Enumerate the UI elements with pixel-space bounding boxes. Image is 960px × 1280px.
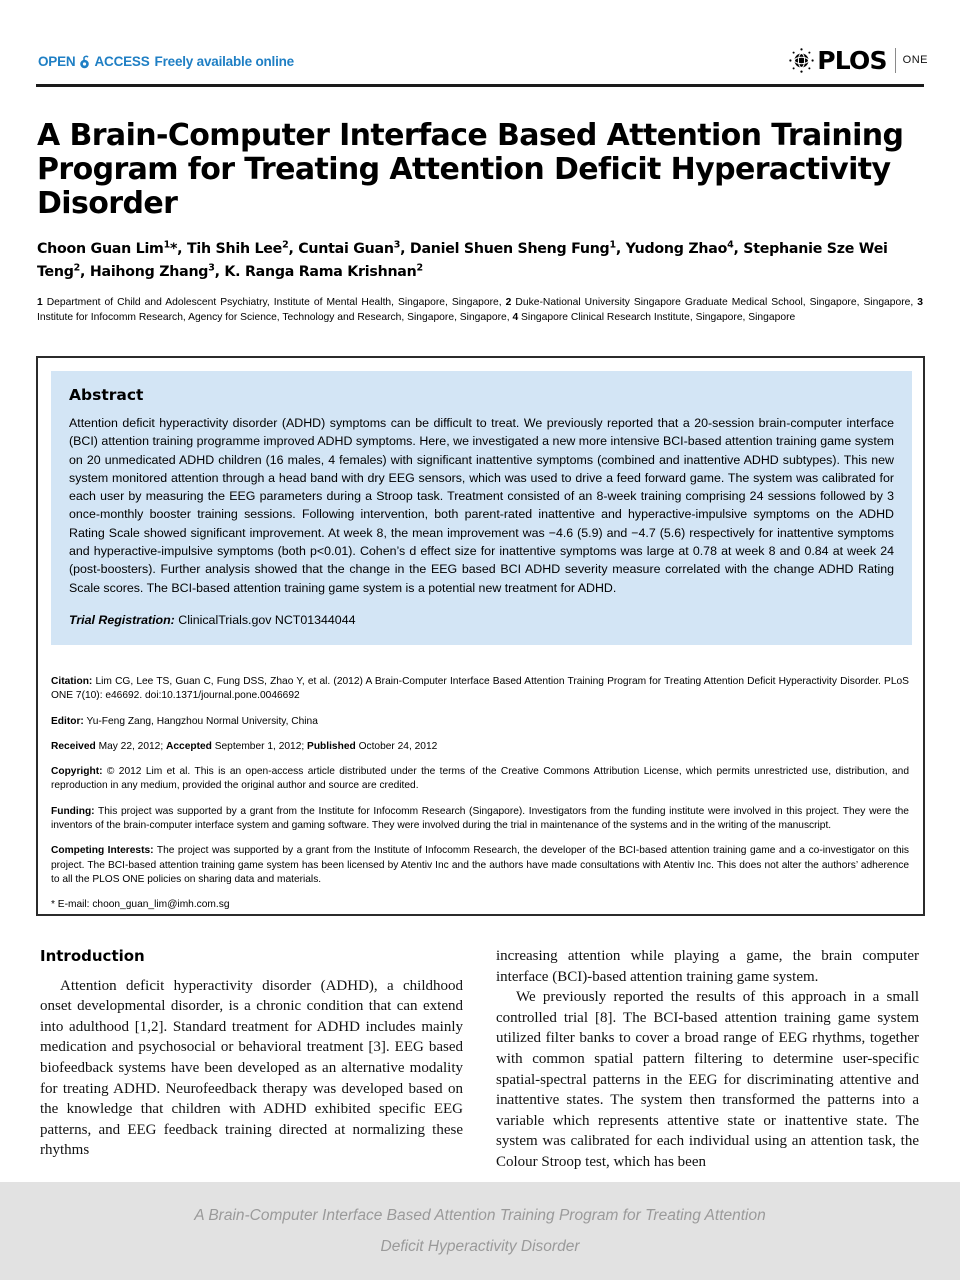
- journal-name: ONE: [902, 54, 928, 66]
- page-footer: [0, 1182, 960, 1280]
- open-lock-icon: [78, 55, 91, 69]
- plos-globe-icon: [788, 47, 815, 74]
- footer-title-line-1: A Brain-Computer Interface Based Attention Training Program for Treating Attention: [194, 1207, 766, 1224]
- corresponding-email[interactable]: * E-mail: choon_guan_lim@imh.com.sg: [51, 899, 230, 911]
- open-access-access-label: ACCESS: [94, 54, 150, 69]
- copyright-line: [51, 765, 909, 794]
- plos-one-logo: [788, 46, 928, 74]
- publisher-name: PLOS: [817, 45, 887, 75]
- trial-registration-label: Trial Registration:: [69, 612, 175, 627]
- published-label: Published: [307, 740, 356, 752]
- funding-line: [51, 805, 909, 834]
- abstract-panel: [51, 371, 912, 645]
- section-heading-introduction: Introduction: [40, 947, 145, 965]
- funding-label: Funding:: [51, 805, 95, 817]
- copyright-label: Copyright:: [51, 766, 103, 778]
- introduction-paragraph-1-continued: increasing attention while playing a game, the brain computer interface (BCI)-based attention training game system.: [496, 948, 919, 985]
- published-date: October 24, 2012: [358, 740, 438, 752]
- competing-interests-line: [51, 844, 909, 887]
- competing-interests-label: Competing Interests:: [51, 845, 154, 857]
- abstract-heading: Abstract: [69, 386, 144, 404]
- editor-line: [51, 715, 909, 729]
- dates-line: [51, 740, 909, 754]
- page-header: [0, 0, 960, 86]
- citation-label: Citation:: [51, 676, 93, 687]
- article-metadata: [51, 675, 909, 924]
- editor-text: Yu-Feng Zang, Hangzhou Normal University, China: [86, 715, 318, 727]
- open-access-open-label: OPEN: [38, 54, 76, 69]
- author-list: Choon Guan Lim$^1$*, Tih Shih Lee$^2$, Cuntai Guan$^3$, Daniel Shuen Sheng Fung$^1$, Yudong Zhao$^4$, Stephanie Sze Wei Teng$^2$, Haihong Zhang$^3$, K. Ranga Rama Krishnan$^2$: [37, 239, 888, 280]
- introduction-column-left: [40, 946, 463, 1161]
- editor-label: Editor:: [51, 715, 84, 727]
- affiliation-list: 1 Department of Child and Adolescent Psychiatry, Institute of Mental Health, Singapore, Singapore, 2 Duke-National University Singapore Graduate Medical School, Singapore, Singapore, 3 Institute for Infocomm Research, Agency for Science, Technology and Research, Singapore, Singapore, 4 Singapore Clinical Research Institute, Singapore, Singapore: [37, 297, 923, 324]
- trial-registration: [69, 611, 894, 629]
- competing-interests-text: The project was supported by a grant from the Institute of Infocomm Research, the developer of the BCI-based attention training game and a co-investigator on this project. The BCI-based attention training game system has been licensed by Atentiv Inc and the authors have made consultations with Atentiv Inc. This does not alter the authors’ adherence to all the PLOS ONE policies on sharing data and materials.: [51, 845, 909, 885]
- article-title: A Brain-Computer Interface Based Attention Training Program for Treating Attention Deficit Hyperactivity Disorder: [37, 118, 904, 222]
- footer-title-line-2: Deficit Hyperactivity Disorder: [380, 1238, 580, 1255]
- introduction-paragraph-1: Attention deficit hyperactivity disorder (ADHD), a childhood onset developmental disorder, is a chronic condition that can extend into adulthood [1,2]. Standard treatment for ADHD includes mainly medication and psychosocial or behavioral treatment [3]. EEG based biofeedback systems have been developed as an alternative modality for treating ADHD. Neurofeedback therapy was developed based on the knowledge that children with ADHD exhibited specific EEG patterns, and EEG feedback training directed at normalizing these rhythms: [40, 977, 463, 1159]
- introduction-column-right: [496, 946, 919, 1173]
- open-access-badge: [38, 54, 294, 69]
- funding-text: This project was supported by a grant from the Institute for Infocomm Research (Singapore). Investigators from the funding institute were involved in this project. They were the inventors of the brain-computer interface system and gaming software. They were involved during the trial in maintenance of the systems and in the writing of the manuscript.: [51, 805, 909, 832]
- accepted-date: September 1, 2012;: [214, 740, 305, 752]
- trial-registration-value[interactable]: ClinicalTrials.gov NCT01344044: [178, 612, 356, 627]
- accepted-label: Accepted: [166, 740, 212, 752]
- citation-text: Lim CG, Lee TS, Guan C, Fung DSS, Zhao Y, et al. (2012) A Brain-Computer Interface Based Attention Training Program for Treating Attention Deficit Hyperactivity Disorder. PLoS ONE 7(10): e46692. doi:10.1371/journal.pone.0046692: [51, 676, 909, 702]
- open-access-tagline: Freely available online: [154, 54, 294, 69]
- header-divider: [36, 84, 924, 87]
- abstract-text: Attention deficit hyperactivity disorder (ADHD) symptoms can be difficult to treat. We previously reported that a 20-session brain-computer interface (BCI) attention training programme improved ADHD symptoms. Here, we investigated a new more intensive BCI-based attention training game system on 20 unmedicated ADHD children (16 males, 4 females) with significant inattentive symptoms (combined and inattentive ADHD subtypes). This new system monitored attention through a head band with dry EEG sensors, which was used to drive a feed forward game. The system was calibrated for each user by measuring the EEG parameters during a Stroop task. Treatment consisted of an 8-week training comprising 24 sessions followed by 3 once-monthly booster training sessions. Following intervention, both parent-rated inattentive and hyperactive-impulsive symptoms on the ADHD Rating Scale showed significant improvement. At week 8, the mean improvement was −4.6 (5.9) and −4.7 (5.6) respectively for inattentive symptoms and hyperactive-impulsive symptoms (both p<0.01). Cohen’s d effect size for inattentive symptoms was large at 0.78 at week 8 and 0.84 at week 24 (post-boosters). Further analysis showed that the change in the EEG based BCI ADHD severity measure correlated with the change ADHD Rating Scale scores. The BCI-based attention training game system is a potential new treatment for ADHD.: [69, 416, 894, 595]
- received-label: Received: [51, 740, 96, 752]
- logo-divider: [895, 48, 896, 73]
- received-date: May 22, 2012;: [98, 740, 164, 752]
- citation-line: [51, 675, 909, 704]
- copyright-text: © 2012 Lim et al. This is an open-access article distributed under the terms of the Creative Commons Attribution License, which permits unrestricted use, distribution, and reproduction in any medium, provided the original author and source are credited.: [51, 766, 909, 792]
- introduction-paragraph-2: We previously reported the results of this approach in a small controlled trial [8]. The BCI-based attention training game system utilized filter banks to cover a broad range of EEG rhythms, together with common spatial pattern filtering to determine user-specific spatial-spectral patterns in the EEG for discriminating attentive and inattentive states. The system then transformed the patterns into a variable which represents attentive state or inattentive state. The system was calibrated for each individual using an attention task, the Colour Stroop test, which has been: [496, 989, 919, 1170]
